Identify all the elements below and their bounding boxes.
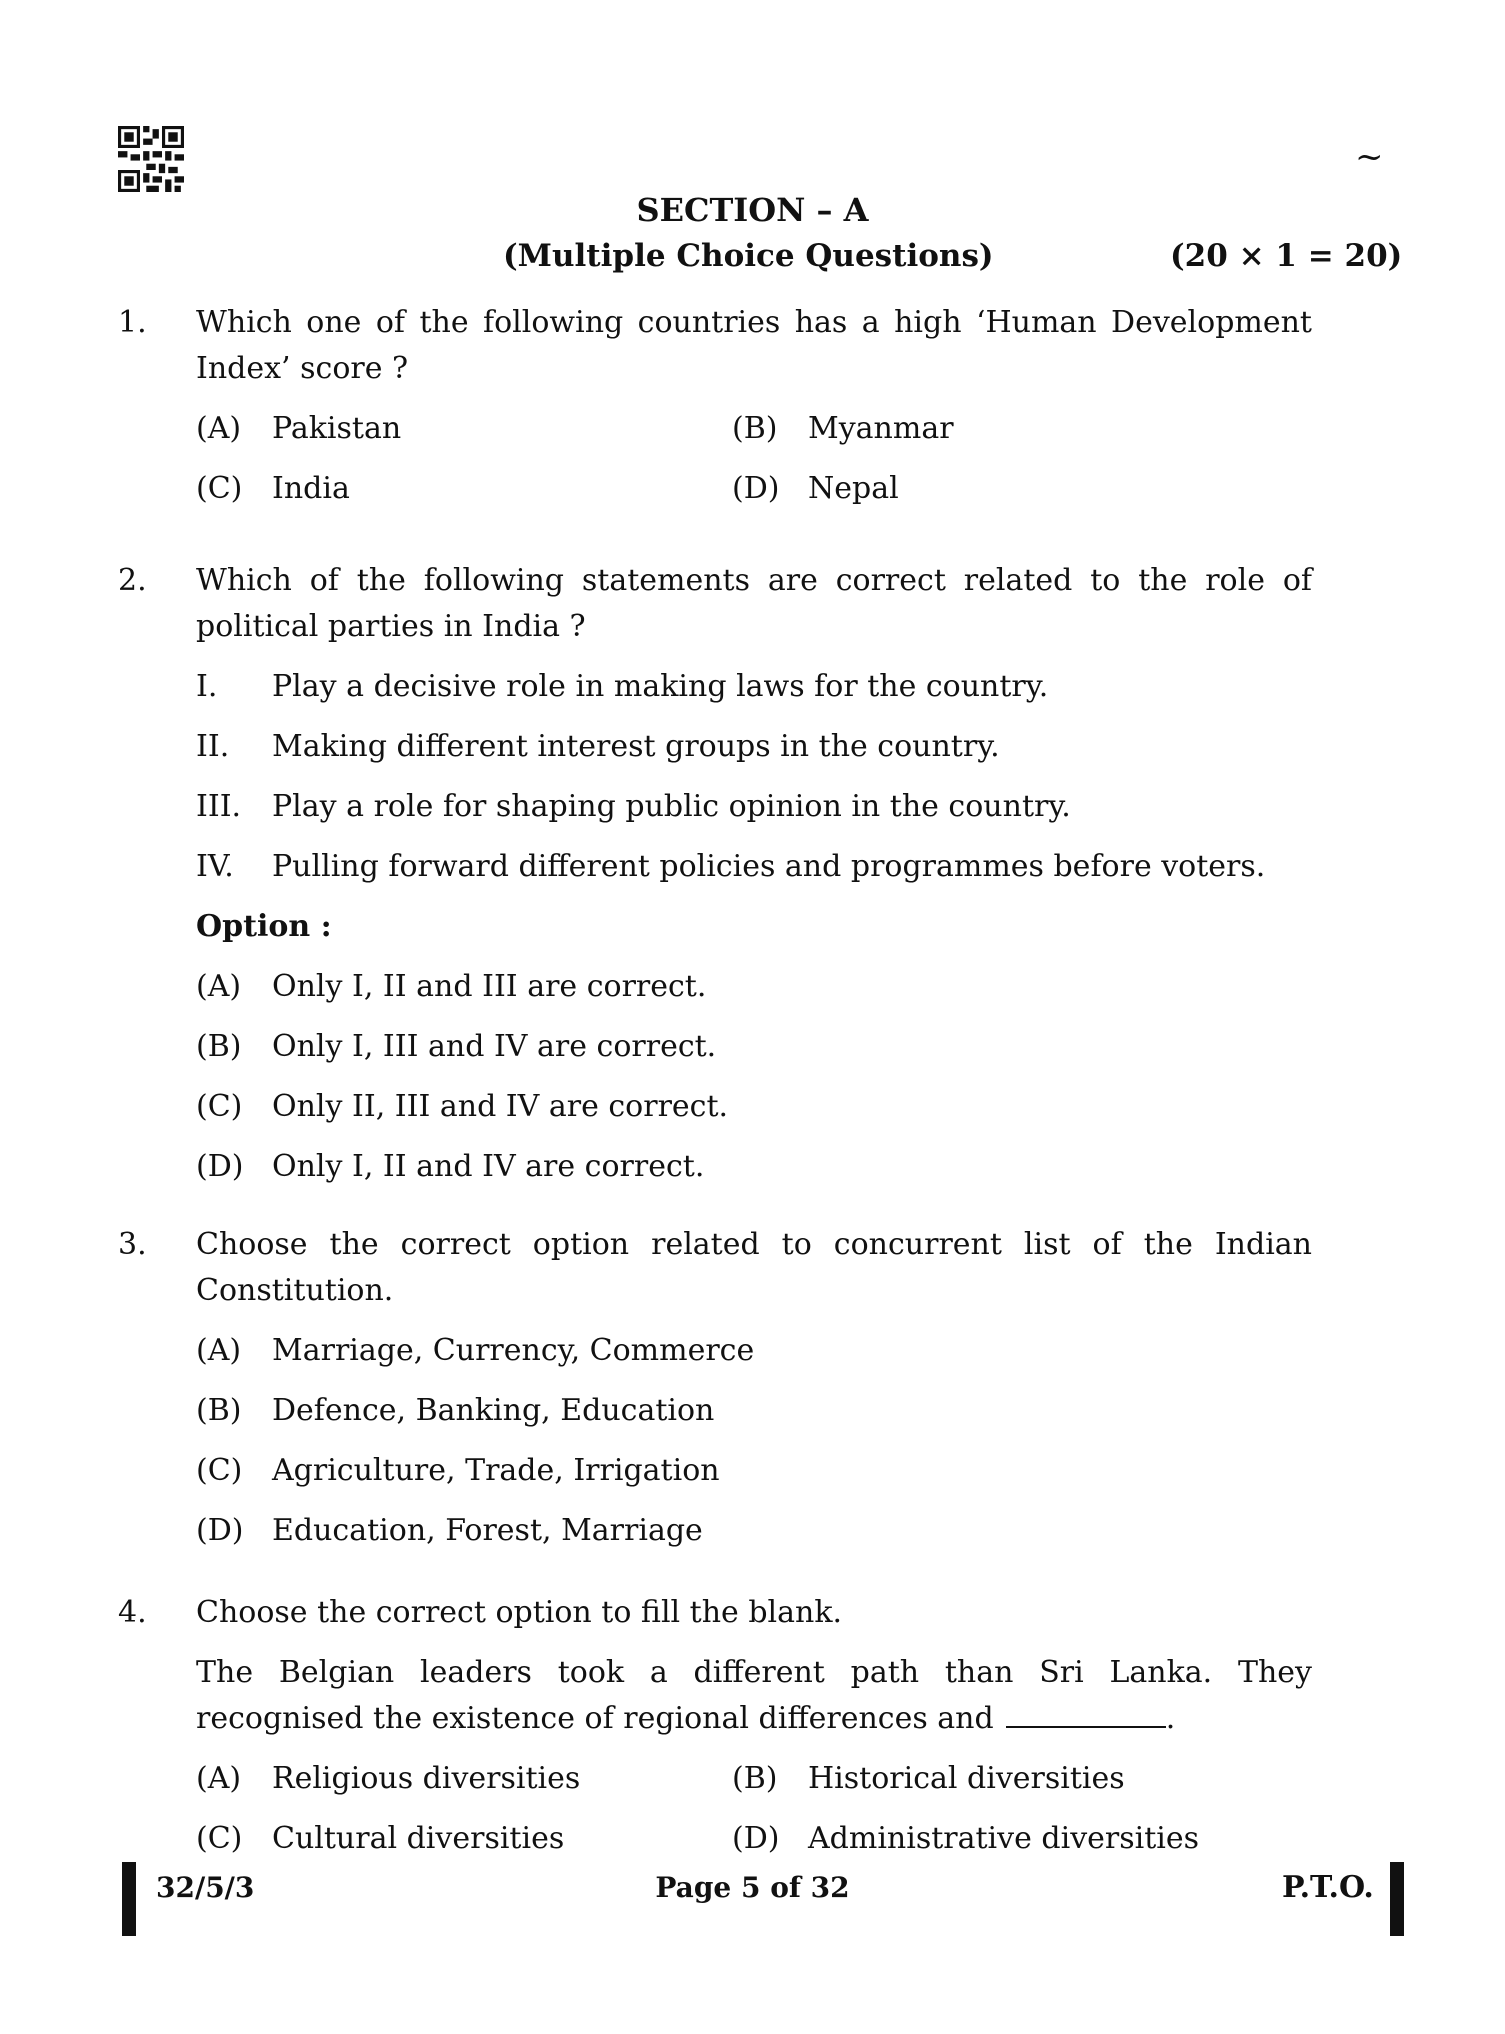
fill-in-blank — [1006, 1698, 1166, 1728]
q2-statement-1-label: I. — [196, 669, 218, 704]
question-1-text: Which one of the following countries has a high ‘Human Development Index’ score ? — [196, 305, 1312, 386]
q4-option-a-label: (A) — [196, 1761, 242, 1796]
section-subtitle: (Multiple Choice Questions) — [503, 238, 994, 274]
question-2-number: 2. — [118, 563, 147, 598]
q4-option-b-text: Historical diversities — [808, 1761, 1125, 1796]
qr-code-icon — [118, 126, 184, 192]
page-number: Page 5 of 32 — [655, 1871, 850, 1904]
q1-option-d-text: Nepal — [808, 471, 899, 506]
q1-option-a-label: (A) — [196, 411, 242, 446]
q2-statement-4-label: IV. — [196, 849, 234, 884]
q2-statement-4-text: Pulling forward different policies and programmes before voters. — [272, 849, 1266, 884]
q4-option-c-label: (C) — [196, 1821, 243, 1856]
q2-statement-2-text: Making different interest groups in the country. — [272, 729, 1000, 764]
q2-option-c-label: (C) — [196, 1089, 243, 1124]
q3-option-b-text: Defence, Banking, Education — [272, 1393, 715, 1428]
section-title: SECTION – A — [636, 191, 869, 229]
q2-option-b-text: Only I, III and IV are correct. — [272, 1029, 717, 1064]
q2-option-a-text: Only I, II and III are correct. — [272, 969, 707, 1004]
pto-label: P.T.O. — [1282, 1870, 1374, 1905]
q2-option-a-label: (A) — [196, 969, 242, 1004]
q1-option-d-label: (D) — [732, 471, 780, 506]
q2-statement-2-label: II. — [196, 729, 230, 764]
q3-option-b-label: (B) — [196, 1393, 242, 1428]
q3-option-c-label: (C) — [196, 1453, 243, 1488]
tilde-mark: ~ — [1355, 137, 1384, 177]
q2-option-d-text: Only I, II and IV are correct. — [272, 1149, 705, 1184]
q3-option-c-text: Agriculture, Trade, Irrigation — [272, 1453, 720, 1488]
question-1-number: 1. — [118, 305, 147, 340]
q4-passage-text: The Belgian leaders took a different path than Sri Lanka. They recognised the existence of regional differences and — [196, 1655, 1312, 1736]
q2-statement-3-label: III. — [196, 789, 242, 824]
q1-option-a-text: Pakistan — [272, 411, 402, 446]
q1-option-b-label: (B) — [732, 411, 778, 446]
right-margin-bar — [1390, 1862, 1404, 1936]
paper-code: 32/5/3 — [156, 1871, 255, 1904]
q2-option-c-text: Only II, III and IV are correct. — [272, 1089, 729, 1124]
q1-option-c-text: India — [272, 471, 350, 506]
q2-statement-3-text: Play a role for shaping public opinion in the country. — [272, 789, 1071, 824]
q2-statement-1-text: Play a decisive role in making laws for the country. — [272, 669, 1049, 704]
question-4-text: Choose the correct option to fill the blank. — [196, 1595, 843, 1630]
q2-option-d-label: (D) — [196, 1149, 244, 1184]
q4-option-c-text: Cultural diversities — [272, 1821, 565, 1856]
q4-passage-end: . — [1165, 1701, 1176, 1736]
q2-option-heading: Option : — [196, 909, 332, 944]
question-3-text: Choose the correct option related to concurrent list of the Indian Constitution. — [196, 1227, 1312, 1308]
q3-option-a-label: (A) — [196, 1333, 242, 1368]
q3-option-d-text: Education, Forest, Marriage — [272, 1513, 703, 1548]
q4-option-d-label: (D) — [732, 1821, 780, 1856]
question-4-number: 4. — [118, 1595, 147, 1630]
q4-option-b-label: (B) — [732, 1761, 778, 1796]
question-2-text: Which of the following statements are correct related to the role of political parties in India ? — [196, 563, 1312, 644]
q4-option-a-text: Religious diversities — [272, 1761, 581, 1796]
section-marks: (20 × 1 = 20) — [1170, 238, 1403, 274]
question-3-number: 3. — [118, 1227, 147, 1262]
question-4-passage — [196, 1650, 1312, 1742]
q1-option-c-label: (C) — [196, 471, 243, 506]
q3-option-a-text: Marriage, Currency, Commerce — [272, 1333, 755, 1368]
q1-option-b-text: Myanmar — [808, 411, 954, 446]
q2-option-b-label: (B) — [196, 1029, 242, 1064]
q4-option-d-text: Administrative diversities — [808, 1821, 1200, 1856]
q3-option-d-label: (D) — [196, 1513, 244, 1548]
